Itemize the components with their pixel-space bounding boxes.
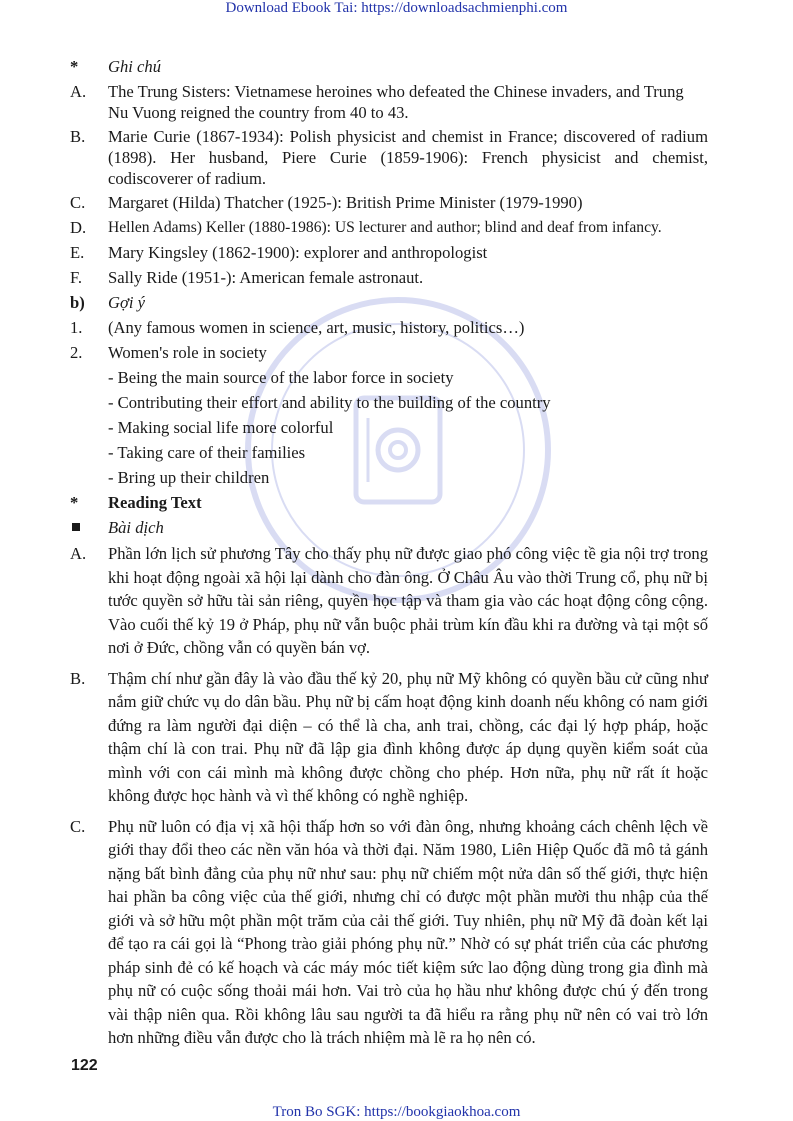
footer-textbook-link[interactable]: Tron Bo SGK: https://bookgiaokhoa.com bbox=[272, 1104, 521, 1120]
note-marker: B. bbox=[70, 127, 86, 146]
suggestion-item-1 bbox=[70, 317, 708, 339]
note-text: Sally Ride (1951-): American female astronaut. bbox=[108, 268, 424, 287]
paragraph-marker: A. bbox=[70, 544, 87, 563]
note-item-b bbox=[70, 126, 708, 189]
note-marker: A. bbox=[70, 82, 87, 101]
paragraph-text: Thậm chí như gần đây là vào đầu thế kỷ 20, phụ nữ Mỹ không có quyền bầu cử cũng như nắm giữ chức vụ do dân bầu. Phụ nữ bị cấm hoạt động kinh doanh nếu không có nam giới đứng ra làm người đại diện – có thể là cha, anh trai, chồng, các đại lý hợp pháp, hoặc thậm chí là con trai. Phụ nữ đã lập gia đình không được áp dụng quyền kiểm soát của mình với con cái mình mà không được chồng cho phép. Hơn nữa, phụ nữ rất ít hoặc không được học hành và vì thế không có nghề nghiệp. bbox=[108, 668, 708, 805]
notes-heading bbox=[70, 56, 708, 78]
note-marker: E. bbox=[70, 243, 85, 262]
list-item: - Taking care of their families bbox=[108, 443, 306, 462]
suggestion-item-2 bbox=[70, 342, 708, 364]
header-download-link[interactable]: Download Ebook Tai: https://downloadsachmienphi.com bbox=[225, 0, 568, 16]
note-item-f bbox=[70, 267, 708, 289]
list-item: - Bring up their children bbox=[108, 468, 270, 487]
page-number: 122 bbox=[71, 1057, 98, 1074]
note-marker: F. bbox=[70, 268, 83, 287]
note-item-e bbox=[70, 242, 708, 264]
translation-heading bbox=[70, 517, 708, 539]
translation-paragraph-a bbox=[70, 542, 708, 660]
note-text: Hellen Adams) Keller (1880-1986): US lecturer and author; blind and deaf from infancy. bbox=[108, 219, 662, 236]
list-item: - Contributing their effort and ability to the building of the country bbox=[108, 393, 551, 412]
note-text: Mary Kingsley (1862-1900): explorer and anthropologist bbox=[108, 243, 488, 262]
paragraph-marker: C. bbox=[70, 816, 86, 836]
paragraph-marker: B. bbox=[70, 668, 86, 688]
suggestion-heading bbox=[70, 292, 708, 314]
note-item-c bbox=[70, 192, 708, 214]
reading-title: Reading Text bbox=[108, 493, 202, 512]
list-item: - Being the main source of the labor force in society bbox=[108, 368, 454, 387]
square-bullet-icon bbox=[70, 517, 108, 539]
notes-title: Ghi chú bbox=[108, 57, 161, 76]
suggestion-item-text: Women's role in society bbox=[108, 343, 267, 362]
translation-paragraph-b bbox=[70, 667, 708, 808]
reading-marker: * bbox=[70, 493, 79, 512]
list-item: - Making social life more colorful bbox=[108, 418, 334, 437]
note-item-d bbox=[70, 217, 708, 239]
suggestion-item-marker: 2. bbox=[70, 343, 83, 362]
translation-title: Bài dịch bbox=[108, 518, 164, 537]
paragraph-text: Phần lớn lịch sử phương Tây cho thấy phụ nữ được giao phó công việc tề gia nội trợ trong khi hoạt động ngoài xã hội lại dành cho đàn ông. Ở Châu Âu vào thời Trung cổ, phụ nữ bị tước quyền sở hữu tài sản riêng, quyền học tập và tham gia vào các hoạt động công cộng. Vào cuối thế kỷ 19 ở Pháp, phụ nữ vẫn buộc phải trùm kín đầu khi ra đường và tại một số nơi ở Đức, chồng vẫn có quyền bán vợ. bbox=[108, 544, 708, 657]
notes-marker: * bbox=[70, 57, 79, 76]
note-text: Marie Curie (1867-1934): Polish physicist and chemist in France; discovered of radium (1898). Her husband, Piere Curie (1859-1906): French physicist and chemist, codiscoverer of radium. bbox=[108, 127, 708, 188]
note-text: Margaret (Hilda) Thatcher (1925-): British Prime Minister (1979-1990) bbox=[108, 193, 583, 212]
note-item-a bbox=[70, 81, 708, 123]
suggestion-title: Gợi ý bbox=[108, 293, 145, 312]
translation-paragraph-c bbox=[70, 815, 708, 1050]
note-marker: C. bbox=[70, 193, 86, 212]
suggestion-item-marker: 1. bbox=[70, 318, 83, 337]
reading-heading bbox=[70, 492, 708, 514]
suggestion-marker: b) bbox=[70, 293, 85, 312]
suggestion-item-text: (Any famous women in science, art, music, history, politics…) bbox=[108, 318, 525, 337]
note-text: The Trung Sisters: Vietnamese heroines who defeated the Chinese invaders, and Trung Nu Vuong reigned the country from 40 to 43. bbox=[108, 82, 684, 122]
page-content bbox=[70, 56, 708, 1057]
paragraph-text: Phụ nữ luôn có địa vị xã hội thấp hơn so với đàn ông, nhưng khoảng cách chênh lệch về giới thay đổi theo các nền văn hóa và thời đại. Năm 1980, Liên Hiệp Quốc đã mô tả gánh nặng bất bình đẳng của phụ nữ như sau: phụ nữ chiếm một nửa dân số thế giới, thực hiện hai phần ba công việc của thế giới, nhưng chỉ có được một phần mười thu nhập của thế giới và sở hữu một phần một trăm của cải thế giới. Tuy nhiên, phụ nữ Mỹ đã đoàn kết lại để tạo ra cái gọi là “Phong trào giải phóng phụ nữ.” Nhờ có sự phát triển của các phương pháp sinh đẻ có kế hoạch và các máy móc tiết kiệm sức lao động dùng trong gia đình mà phụ nữ có cuộc sống thoải mái hơn. Vai trò của họ hầu như không được chú ý đến trong vài thập niên qua. Rồi không lâu sau người ta đã hiểu ra rằng phụ nữ nên có vai trò lớn hơn những điều vẫn được cho là trách nhiệm mà lẽ ra họ nên có. bbox=[108, 816, 708, 1047]
note-marker: D. bbox=[70, 218, 87, 237]
